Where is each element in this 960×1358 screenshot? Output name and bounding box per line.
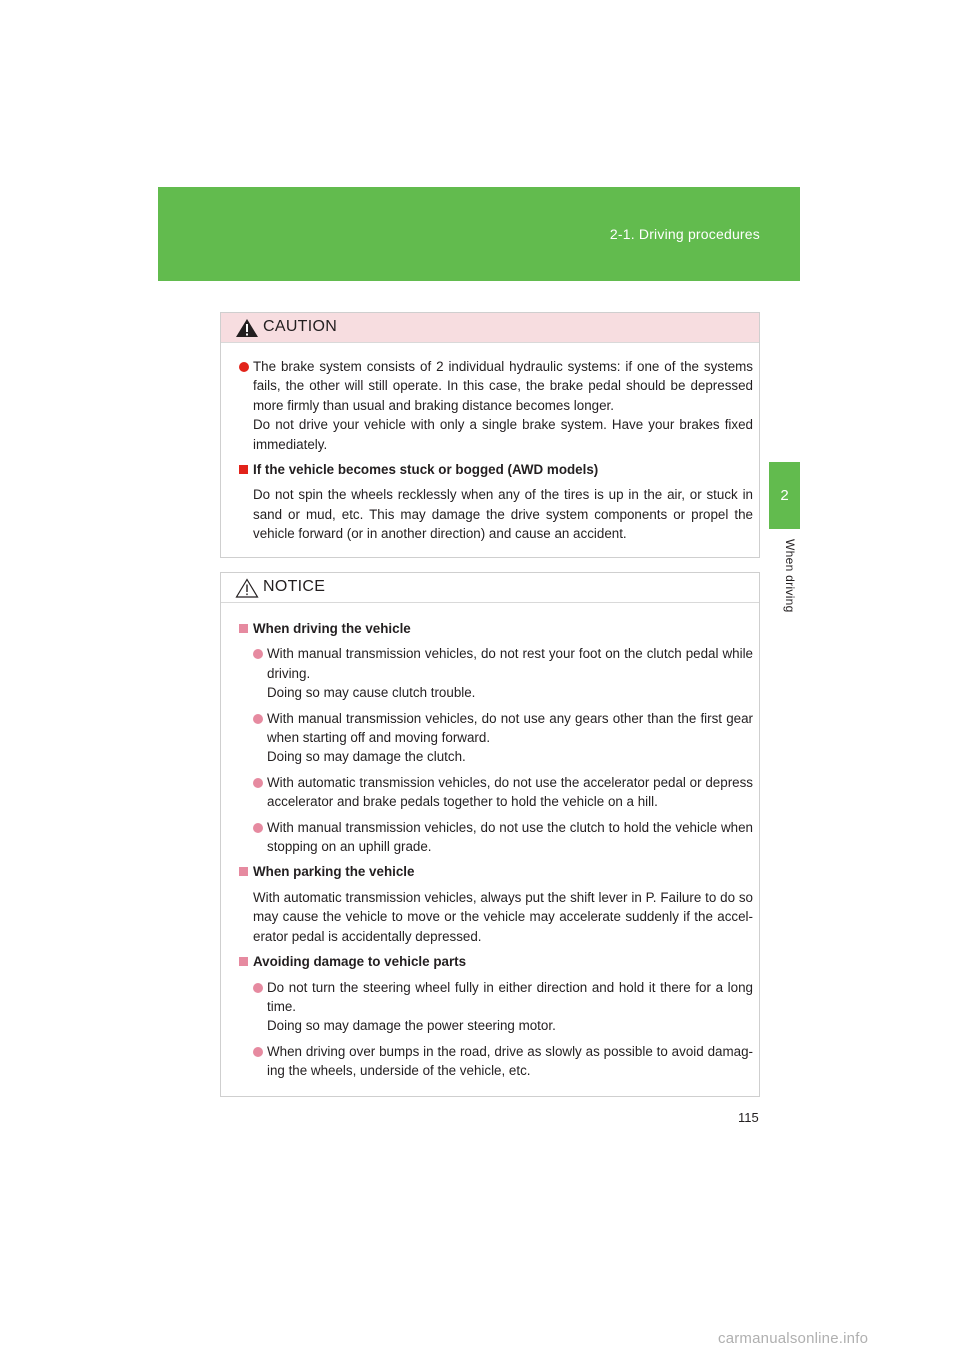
chapter-tab <box>769 462 800 529</box>
bullet-dot-icon <box>253 1047 263 1057</box>
chapter-label: When driving <box>783 539 797 613</box>
notice-title: NOTICE <box>263 578 326 595</box>
notice-section-items <box>239 644 753 856</box>
watermark: carmanualsonline.info <box>718 1330 869 1347</box>
square-bullet-icon <box>239 624 248 633</box>
square-bullet-icon <box>239 867 248 876</box>
notice-bullet: With manual transmission vehicles, do not use the clutch to hold the vehicle when stopping on an uphill grade. <box>253 818 753 857</box>
bullet-dot-icon <box>253 778 263 788</box>
chapter-header-bar <box>158 187 800 281</box>
notice-bullet: With manual transmission vehicles, do not rest your foot on the clutch pedal while driving. Doing so may cause clutch trouble. <box>253 644 753 702</box>
square-bullet-icon <box>239 957 248 966</box>
notice-bullet: With automatic transmission vehicles, do not use the accelerator pedal or depress accelerator and brake pedals together to hold the vehicle on a hill. <box>253 773 753 812</box>
chapter-number: 2 <box>780 487 789 504</box>
caution-section-heading: If the vehicle becomes stuck or bogged (AWD models) <box>239 460 753 479</box>
bullet-dot-icon <box>239 362 249 372</box>
notice-box <box>220 572 760 1097</box>
notice-section-items <box>239 978 753 1081</box>
caution-bullet <box>239 357 753 454</box>
notice-section-heading: Avoiding damage to vehicle parts <box>239 952 753 971</box>
notice-triangle-icon <box>235 578 259 598</box>
caution-bullet-text: Do not drive your vehicle with only a single brake system. Have your brakes fixed immediately. <box>253 417 753 452</box>
caution-bullet-text: The brake system consists of 2 individual hydraulic systems: if one of the systems fails, the other will still operate. In this case, the brake pedal should be depressed more firmly than usual and braking distance becomes longer. <box>253 359 753 413</box>
notice-bullet: When driving over bumps in the road, drive as slowly as possible to avoid damaging the wheels, underside of the vehicle, etc. <box>253 1042 753 1081</box>
caution-box <box>220 312 760 558</box>
notice-section-heading: When parking the vehicle <box>239 862 753 881</box>
bullet-dot-icon <box>253 714 263 724</box>
square-bullet-icon <box>239 465 248 474</box>
bullet-dot-icon <box>253 649 263 659</box>
caution-title: CAUTION <box>263 318 338 335</box>
section-title: 2-1. Driving procedures <box>609 226 760 242</box>
notice-section-text: With automatic transmission vehicles, always put the shift lever in P. Failure to do so may cause the vehicle to move or the vehicle may accelerate suddenly if the accelerator pedal is accidentally depressed. <box>253 889 753 944</box>
notice-bullet: Do not turn the steering wheel fully in either direction and hold it there for a long time. Doing so may damage the power steering motor. <box>253 978 753 1036</box>
page-number: 115 <box>738 1110 759 1125</box>
caution-header <box>221 313 759 343</box>
notice-bullet: With manual transmission vehicles, do not use any gears other than the first gear when starting off and moving forward. Doing so may damage the clutch. <box>253 709 753 767</box>
caution-section-text: Do not spin the wheels recklessly when any of the tires is up in the air, or stuck in sand or mud, etc. This may damage the drive system components or propel the vehicle forward (or in another direction) and cause an accident. <box>253 487 753 542</box>
warning-triangle-icon <box>235 318 259 338</box>
notice-section-heading: When driving the vehicle <box>239 619 753 638</box>
caution-body <box>221 343 759 544</box>
notice-body <box>221 603 759 1081</box>
bullet-dot-icon <box>253 823 263 833</box>
notice-header <box>221 573 759 603</box>
bullet-dot-icon <box>253 983 263 993</box>
